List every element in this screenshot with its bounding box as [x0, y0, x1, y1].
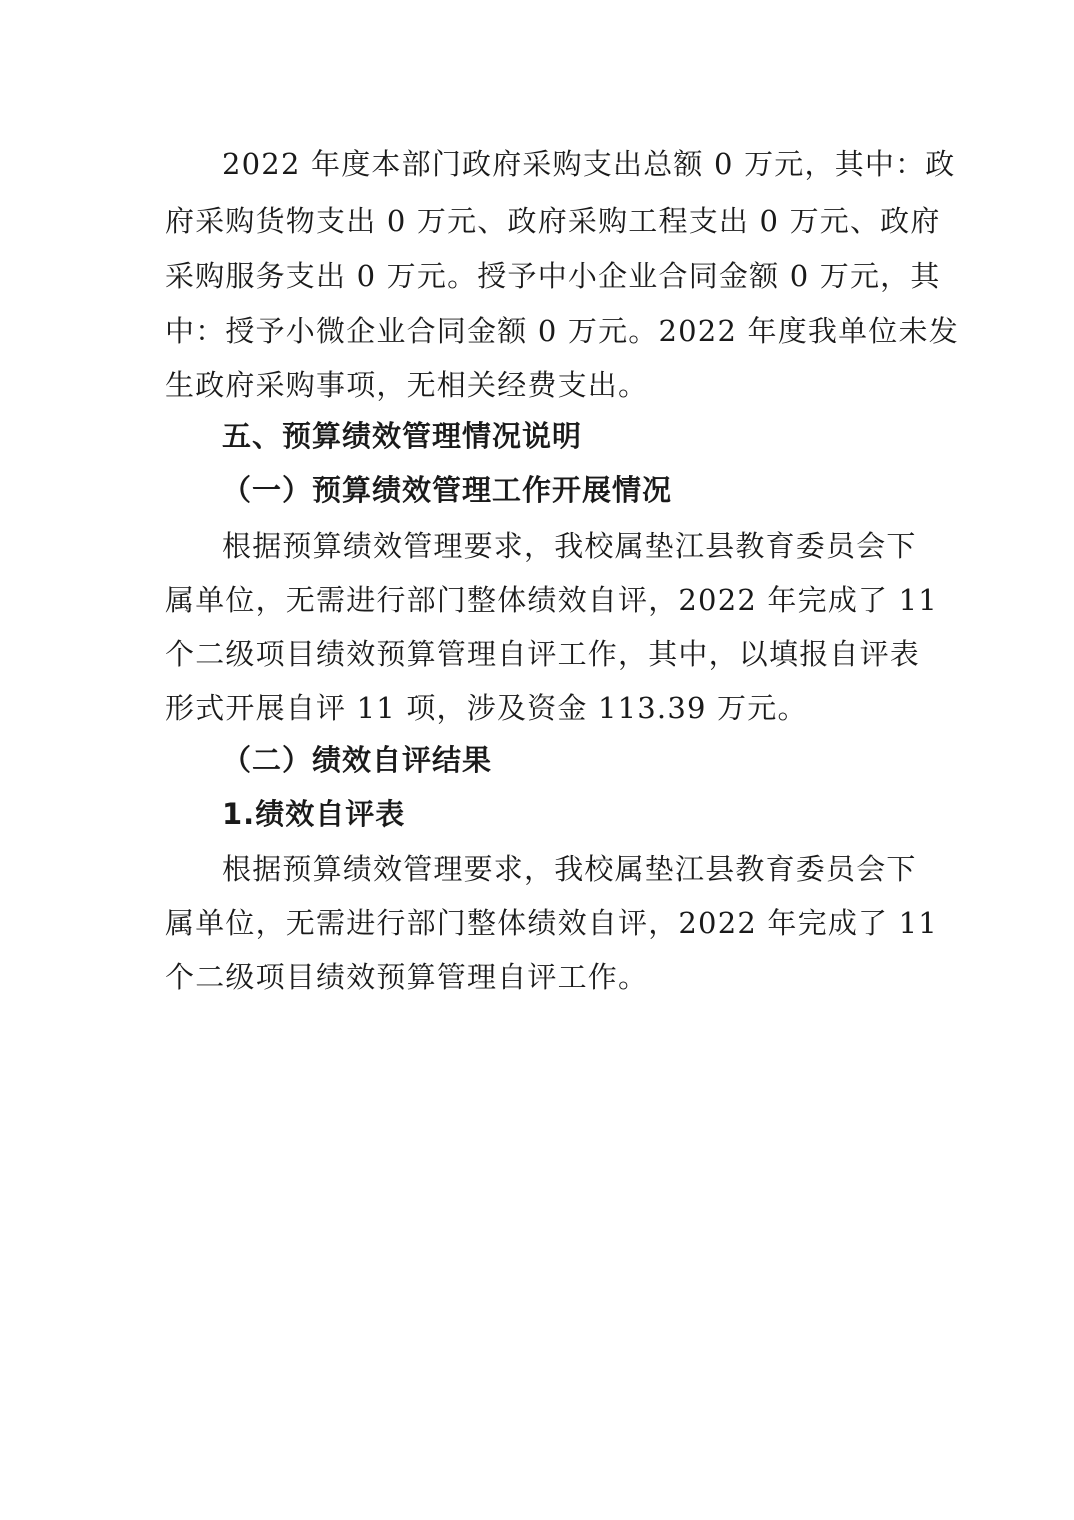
self-eval-paragraph-line-1: 根据预算绩效管理要求，我校属垫江县教育委员会下 [222, 852, 917, 886]
performance-paragraph-line-2: 属单位，无需进行部门整体绩效自评，2022 年完成了 11 [165, 583, 938, 617]
section-heading-five: 五、预算绩效管理情况说明 [222, 419, 583, 453]
procurement-paragraph-line-5: 生政府采购事项，无相关经费支出。 [165, 368, 649, 402]
procurement-paragraph-line-3: 采购服务支出 0 万元。授予中小企业合同金额 0 万元，其 [165, 259, 941, 293]
procurement-paragraph-line-2: 府采购货物支出 0 万元、政府采购工程支出 0 万元、政府 [165, 204, 941, 238]
performance-paragraph-line-1: 根据预算绩效管理要求，我校属垫江县教育委员会下 [222, 529, 917, 563]
self-eval-paragraph-line-2: 属单位，无需进行部门整体绩效自评，2022 年完成了 11 [165, 906, 938, 940]
subsection-heading-one: （一）预算绩效管理工作开展情况 [222, 473, 673, 507]
item-heading-self-eval-table: 1.绩效自评表 [222, 797, 406, 831]
procurement-paragraph-line-4: 中：授予小微企业合同金额 0 万元。2022 年度我单位未发 [165, 314, 959, 348]
self-eval-paragraph-line-3: 个二级项目绩效预算管理自评工作。 [165, 960, 649, 994]
procurement-paragraph-line-1: 2022 年度本部门政府采购支出总额 0 万元，其中：政 [222, 147, 956, 181]
performance-paragraph-line-3: 个二级项目绩效预算管理自评工作，其中，以填报自评表 [165, 637, 921, 671]
performance-paragraph-line-4: 形式开展自评 11 项，涉及资金 113.39 万元。 [165, 691, 808, 725]
subsection-heading-two: （二）绩效自评结果 [222, 743, 493, 777]
